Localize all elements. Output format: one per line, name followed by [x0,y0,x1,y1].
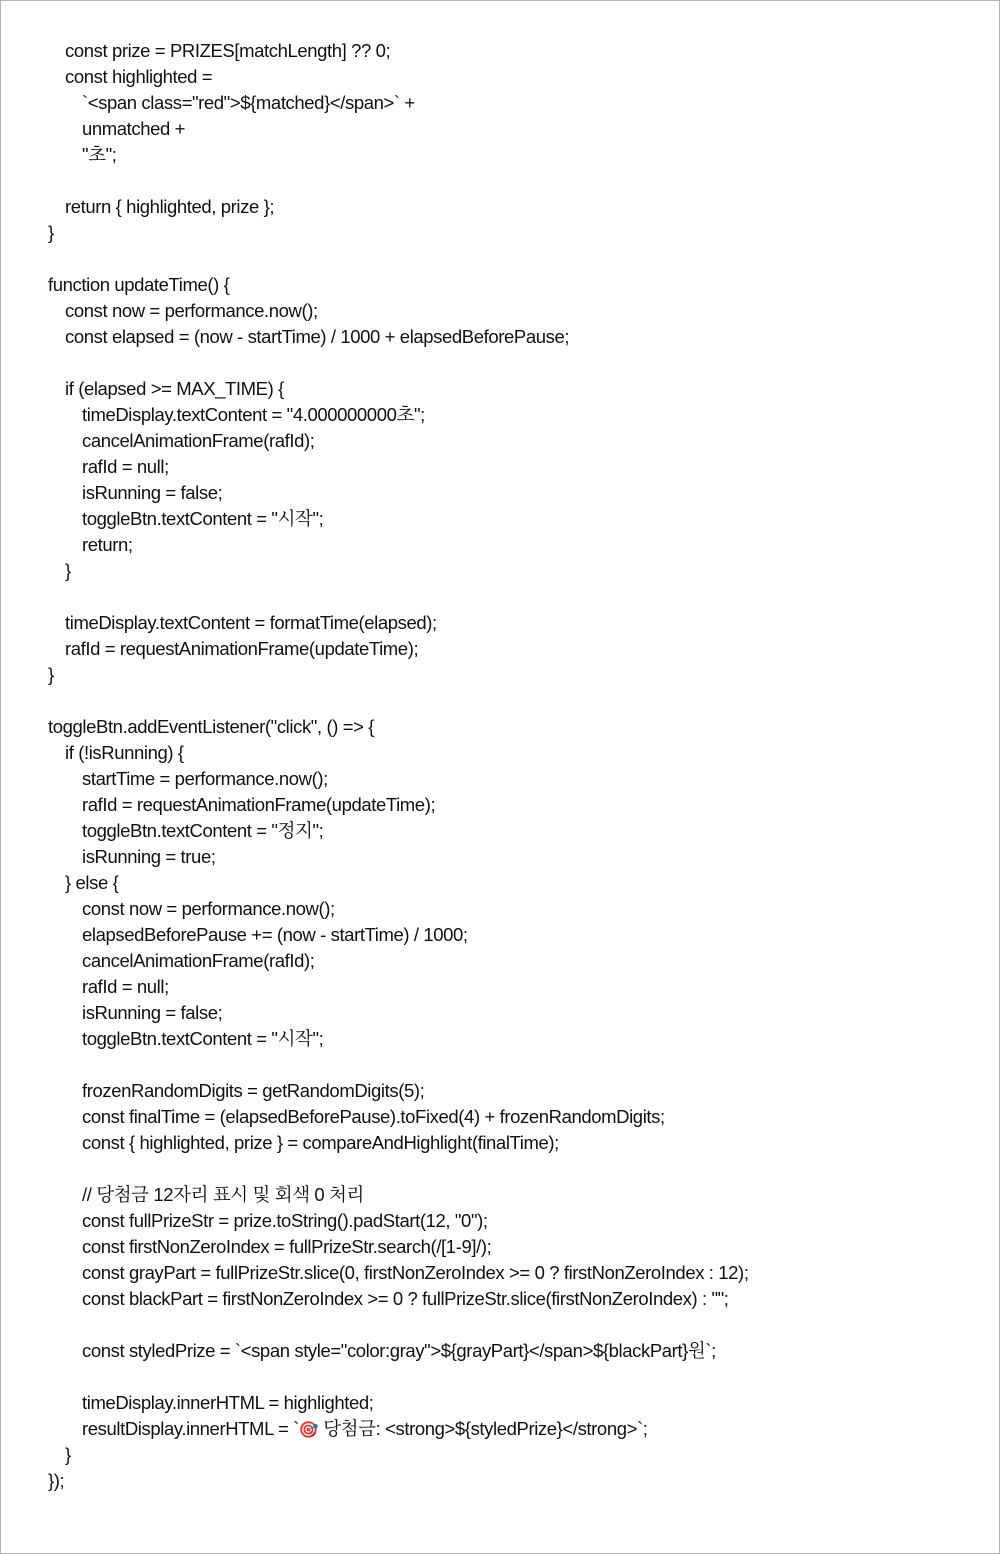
code-line [48,1468,749,1494]
code-text: `<span class="red">${matched}</span>` + [82,92,415,113]
code-text: isRunning = false; [82,1002,223,1023]
code-text: 당첨금: <strong>${styledPrize}</strong>`; [318,1418,648,1439]
code-line [48,1000,749,1026]
code-line [48,116,749,142]
code-line [48,350,749,376]
code-text: rafId = null; [82,976,169,997]
code-text: if (elapsed >= MAX_TIME) { [65,378,284,399]
direct-hit-target-icon: 🎯 [298,1420,319,1439]
code-line [48,402,749,428]
code-line [48,1338,749,1364]
code-line [48,584,749,610]
code-line [48,1364,749,1390]
code-line [48,246,749,272]
code-line [48,1234,749,1260]
code-text: return { highlighted, prize }; [65,196,275,217]
code-text: const { highlighted, prize } = compareAndHighlight(finalTime); [82,1132,559,1153]
code-line [48,480,749,506]
code-line [48,818,749,844]
code-line [48,194,749,220]
code-line [48,636,749,662]
code-text: const firstNonZeroIndex = fullPrizeStr.search(/[1-9]/); [82,1236,492,1257]
code-line [48,896,749,922]
code-line [48,1442,749,1468]
code-text: toggleBtn.textContent = "정지"; [82,820,324,841]
code-text: toggleBtn.textContent = "시작"; [82,1028,324,1049]
code-text: isRunning = true; [82,846,216,867]
code-text: const now = performance.now(); [82,898,335,919]
code-line [48,922,749,948]
code-text: const prize = PRIZES[matchLength] ?? 0; [65,40,391,61]
code-line [48,792,749,818]
code-text: const fullPrizeStr = prize.toString().padStart(12, "0"); [82,1210,488,1231]
code-line [48,1416,749,1442]
code-text: toggleBtn.textContent = "시작"; [82,508,324,529]
code-line [48,142,749,168]
code-text: unmatched + [82,118,186,139]
code-text: const grayPart = fullPrizeStr.slice(0, firstNonZeroIndex >= 0 ? firstNonZeroIndex : 12); [82,1262,749,1283]
code-line [48,688,749,714]
code-text: if (!isRunning) { [65,742,184,763]
code-text: const elapsed = (now - startTime) / 1000 + elapsedBeforePause; [65,326,570,347]
code-line [48,272,749,298]
code-text: toggleBtn.addEventListener("click", () => { [48,716,375,737]
code-text: const now = performance.now(); [65,300,318,321]
code-line [48,38,749,64]
code-line [48,870,749,896]
code-text: const blackPart = firstNonZeroIndex >= 0 ? fullPrizeStr.slice(firstNonZeroIndex) : ""; [82,1288,729,1309]
code-line [48,376,749,402]
code-line [48,220,749,246]
code-text: } [65,560,71,581]
code-text: // 당첨금 12자리 표시 및 회색 0 처리 [82,1184,364,1205]
code-line [48,1390,749,1416]
code-line [48,1078,749,1104]
code-line [48,766,749,792]
code-line [48,714,749,740]
code-text: } [48,222,54,243]
code-line [48,324,749,350]
code-line [48,1104,749,1130]
code-line [48,532,749,558]
code-line [48,844,749,870]
code-text: return; [82,534,133,555]
code-line [48,1260,749,1286]
code-text: cancelAnimationFrame(rafId); [82,430,315,451]
code-text: cancelAnimationFrame(rafId); [82,950,315,971]
code-text: rafId = null; [82,456,169,477]
code-line [48,558,749,584]
code-line [48,1026,749,1052]
code-line [48,90,749,116]
code-line [48,506,749,532]
code-line [48,1182,749,1208]
code-text: "초"; [82,144,117,165]
code-text: const styledPrize = `<span style="color:gray">${grayPart}</span>${blackPart}원`; [82,1340,716,1361]
code-line [48,298,749,324]
code-text: isRunning = false; [82,482,223,503]
code-listing [48,38,749,1494]
code-text: timeDisplay.innerHTML = highlighted; [82,1392,374,1413]
code-text: const highlighted = [65,66,213,87]
code-line [48,1286,749,1312]
code-text: timeDisplay.textContent = formatTime(elapsed); [65,612,437,633]
code-line [48,64,749,90]
code-line [48,1312,749,1338]
code-text: } else { [65,872,119,893]
code-text: startTime = performance.now(); [82,768,328,789]
code-text: }); [48,1470,65,1491]
code-text: elapsedBeforePause += (now - startTime) / 1000; [82,924,468,945]
code-line [48,1052,749,1078]
code-text: } [48,664,54,685]
code-text: function updateTime() { [48,274,230,295]
code-text: } [65,1444,71,1465]
code-text: rafId = requestAnimationFrame(updateTime); [82,794,436,815]
code-text: const finalTime = (elapsedBeforePause).toFixed(4) + frozenRandomDigits; [82,1106,665,1127]
code-line [48,974,749,1000]
code-text: resultDisplay.innerHTML = ` [82,1418,299,1439]
code-line [48,1156,749,1182]
code-line [48,454,749,480]
code-text: timeDisplay.textContent = "4.000000000초"; [82,404,425,425]
code-line [48,1130,749,1156]
code-line [48,662,749,688]
code-line [48,740,749,766]
code-text: frozenRandomDigits = getRandomDigits(5); [82,1080,425,1101]
code-line [48,948,749,974]
code-line [48,168,749,194]
code-line [48,1208,749,1234]
code-line [48,610,749,636]
code-line [48,428,749,454]
code-text: rafId = requestAnimationFrame(updateTime); [65,638,419,659]
